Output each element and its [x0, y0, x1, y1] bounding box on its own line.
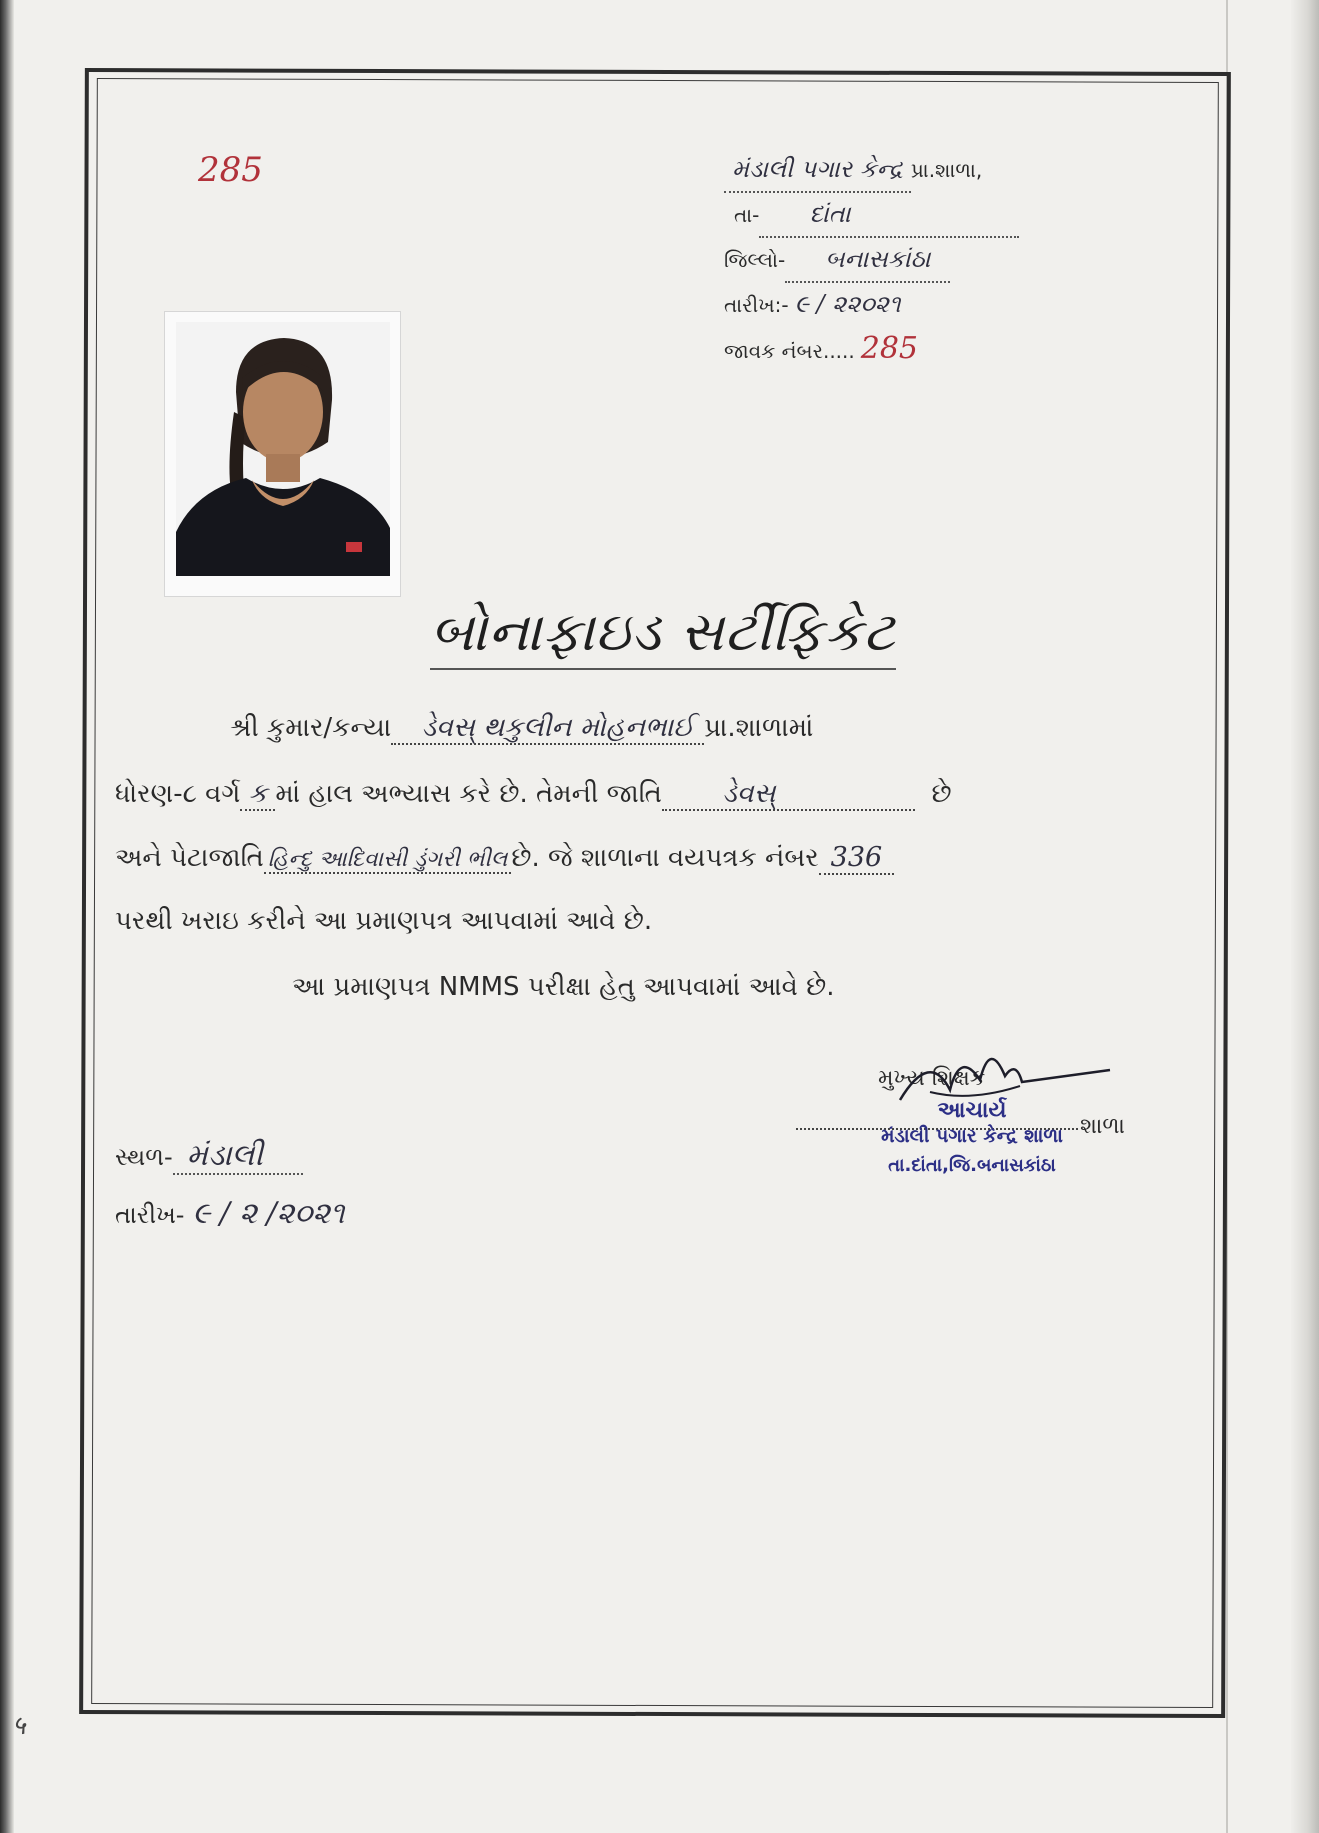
- stamp-school: મંડાલી પગાર કેન્દ્ર શાળા: [881, 1125, 1063, 1147]
- signature-shala-label: શાળા: [1080, 1114, 1125, 1139]
- certificate-title: બોનાફાઇડ સર્ટીફિકેટ: [430, 600, 896, 663]
- place-line: [115, 1138, 303, 1173]
- school-suffix: પ્રા.શાળા,: [910, 158, 983, 182]
- line2-suffix: છે: [931, 779, 952, 809]
- outward-prefix: જાવક નંબર.....: [724, 339, 855, 363]
- page-right-edge: [1291, 0, 1319, 1833]
- certificate-line-5: આ પ્રમાણપત્ર NMMS પરીક્ષા હેતુ આપવામાં આવે છે.: [292, 972, 835, 1002]
- line3-middle: છે. જે શાળાના વયપત્રક નંબર: [511, 843, 819, 873]
- line1-prefix: શ્રી કુમાર/કન્યા: [230, 713, 392, 743]
- line1-suffix: પ્રા.શાળામાં: [704, 713, 814, 743]
- inward-number-mark: 285: [198, 150, 263, 190]
- certificate-line-3: [115, 842, 1195, 874]
- issue-date-value: ૯ / ૨ /૨૦૨૧: [192, 1196, 345, 1231]
- taluka-value: દાંતા: [759, 193, 1019, 238]
- page-binding-edge: [0, 0, 14, 1833]
- margin-handwritten-mark: ५: [12, 1711, 26, 1741]
- certificate-line-1: [230, 712, 1310, 744]
- date-prefix: તારીખ:-: [724, 293, 789, 317]
- district-line: [724, 238, 1154, 283]
- title-underline: [430, 668, 896, 670]
- place-prefix: સ્થળ-: [115, 1143, 173, 1171]
- student-subcaste: હિન્દુ આદિવાસી ડુંગરી ભીલ: [264, 847, 512, 874]
- school-name-line: [724, 148, 1154, 193]
- issue-date-line: [115, 1196, 345, 1231]
- line2-middle: માં હાલ અભ્યાસ કરે છે. તેમની જાતિ: [275, 779, 662, 809]
- place-value: મંડાલી: [173, 1138, 303, 1175]
- principal-stamp: [812, 1098, 1132, 1176]
- outward-number-line: [724, 327, 1154, 373]
- outward-number: 285: [860, 331, 919, 366]
- school-name: મંડાલી પગાર કેન્દ્ર: [724, 148, 911, 193]
- line3-prefix: અને પેટાજાતિ: [115, 843, 264, 873]
- taluka-line: [734, 193, 1154, 238]
- student-class: ક: [240, 778, 275, 811]
- student-portrait-image: [176, 322, 390, 576]
- student-caste: ડેવસ્: [662, 778, 916, 811]
- school-address-block: [724, 148, 1154, 373]
- register-number: 336: [819, 842, 895, 875]
- line2-prefix: ધોરણ-૮ વર્ગ: [115, 779, 241, 809]
- district-value: બનાસકાંઠા: [785, 238, 950, 283]
- student-photo: [176, 322, 390, 576]
- taluka-prefix: તા-: [734, 203, 760, 227]
- student-name: ડેવસ્ થકુલીન મોહનભાઈ: [391, 712, 704, 745]
- date-value: ૯ / ૨૨૦૨૧: [794, 290, 901, 318]
- date-line: [724, 283, 1154, 327]
- issue-date-prefix: તારીખ-: [115, 1201, 185, 1229]
- district-prefix: જિલ્લો-: [724, 248, 786, 272]
- stamp-address: તા.દાંતા,જિ.બનાસકાંઠા: [888, 1155, 1056, 1176]
- stamp-title: આચાર્ય: [937, 1098, 1007, 1123]
- certificate-line-2: [115, 778, 1195, 810]
- signature-label: મુખ્ય શિક્ષક: [878, 1066, 986, 1091]
- certificate-line-4: પરથી ખરાઇ કરીને આ પ્રમાણપત્ર આપવામાં આવે છે.: [115, 906, 653, 936]
